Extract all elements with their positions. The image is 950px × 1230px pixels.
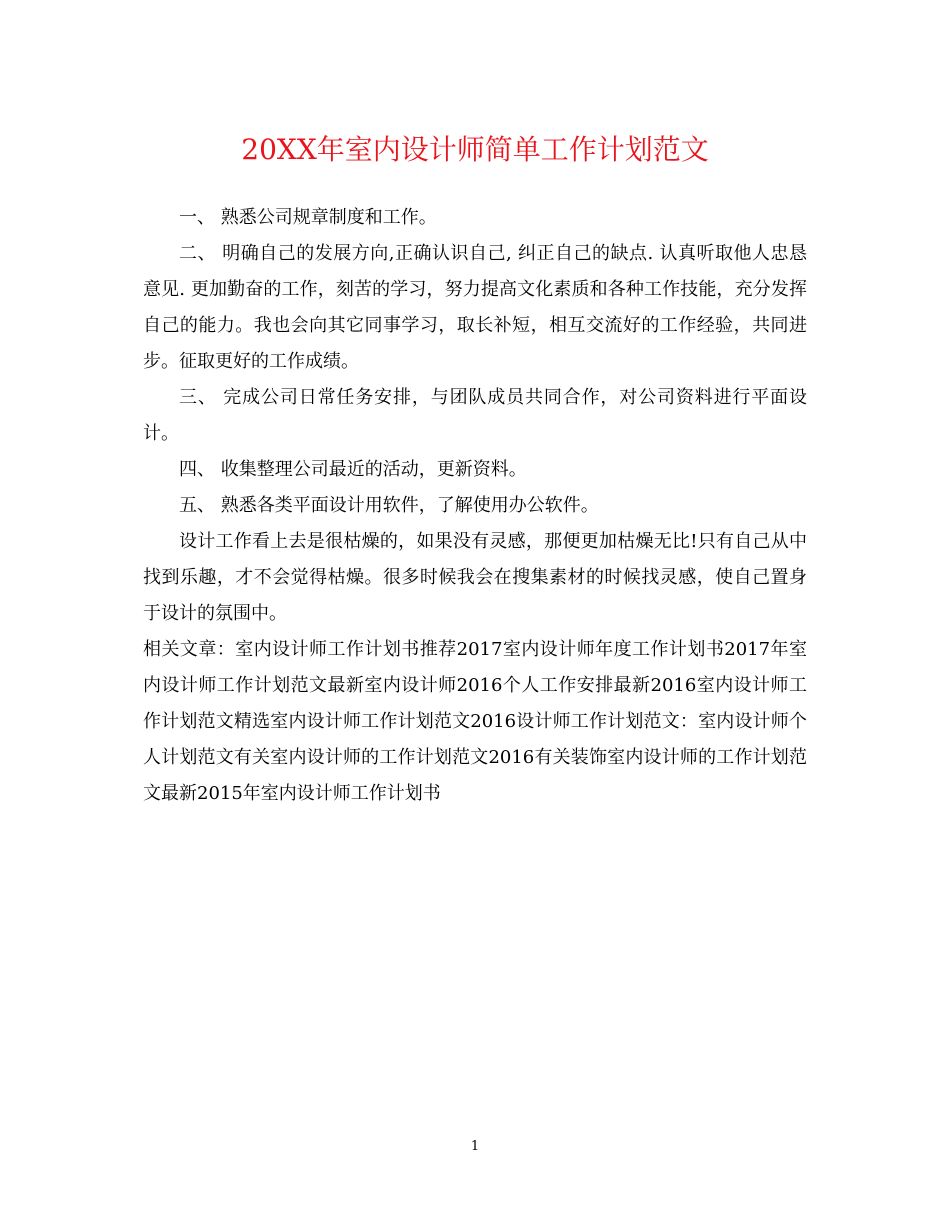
paragraph-6: 设计工作看上去是很枯燥的，如果没有灵感，那便更加枯燥无比!只有自己从中找到乐趣，才不会觉得枯燥。很多时候我会在搜集素材的时候找灵感，使自己置身于设计的氛围中。 [143, 531, 807, 624]
document-title: 20XX年室内设计师简单工作计划范文 [241, 133, 709, 166]
paragraph-4: 四、 收集整理公司最近的活动，更新资料。 [179, 459, 527, 480]
related-articles: 相关文章：室内设计师工作计划书推荐2017室内设计师年度工作计划书2017年室内设计师工作计划范文最新室内设计师2016个人工作安排最新2016室内设计师工作计划范文精选室内设计师工作计划范文2016设计师工作计划范文：室内设计师个人计划范文有关室内设计师的工作计划范文2016有关装饰室内设计师的工作计划范文最新2015年室内设计师工作计划书 [143, 639, 807, 804]
paragraph-2: 二、 明确自己的发展方向,正确认识自己, 纠正自己的缺点. 认真听取他人忠恳意见. 更加勤奋的工作，刻苦的学习，努力提高文化素质和各种工作技能，充分发挥自己的能力。我也会向其它同事学习，取长补短，相互交流好的工作经验，共同进步。征取更好的工作成绩。 [143, 243, 807, 372]
document-body [143, 200, 807, 812]
page-number: 1 [470, 1139, 480, 1154]
paragraph-5: 五、 熟悉各类平面设计用软件，了解使用办公软件。 [179, 495, 599, 516]
paragraph-1: 一、 熟悉公司规章制度和工作。 [179, 207, 437, 228]
paragraph-3: 三、 完成公司日常任务安排，与团队成员共同合作，对公司资料进行平面设计。 [143, 387, 807, 444]
